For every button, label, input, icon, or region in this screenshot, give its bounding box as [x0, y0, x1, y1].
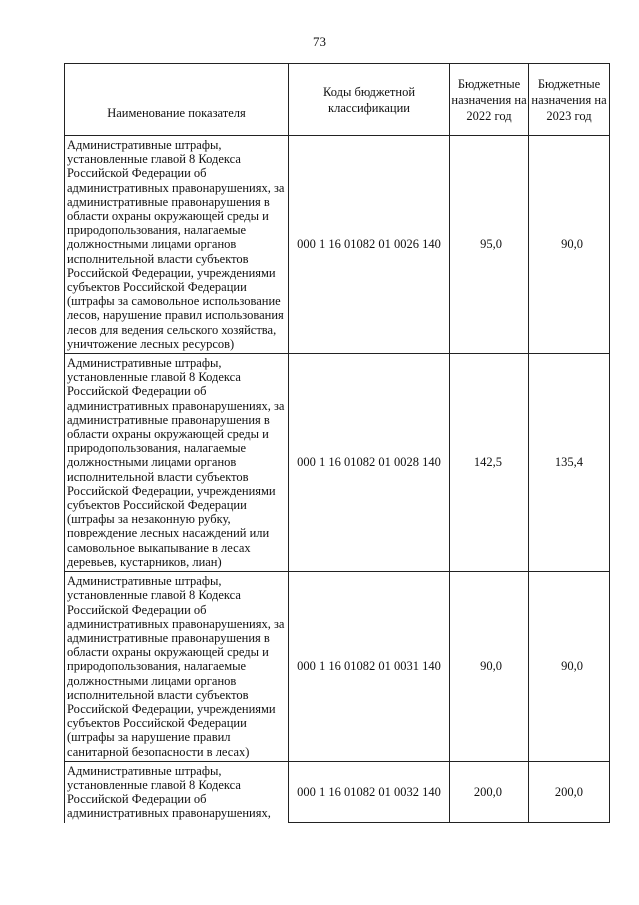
budget-code-cell: 000 1 16 01082 01 0032 140: [289, 761, 450, 822]
budget-2022-cell: 95,0: [450, 136, 529, 354]
table-row: [65, 136, 610, 354]
indicator-name-cell: Административные штрафы, установленные главой 8 Кодекса Российской Федерации об административных правонарушениях, за административные правонарушения в области охраны окружающей среды и природопользования, налагаемые должностными лицами органов исполнительной власти субъектов Российской Федерации, учреждениями субъектов Российской Федерации (штрафы за самовольное использование лесов, нарушение правил использования лесов для ведения сельского хозяйства, уничтожение лесных ресурсов): [65, 136, 289, 354]
indicator-name-cell: Административные штрафы, установленные главой 8 Кодекса Российской Федерации об административных правонарушениях,: [65, 761, 289, 822]
budget-2022-cell: 200,0: [450, 761, 529, 822]
header-budget-2023: Бюджетные назначения на 2023 год: [529, 64, 610, 136]
header-budget-codes: Коды бюджетной классификации: [289, 64, 450, 136]
budget-table: [64, 63, 610, 823]
budget-2023-cell: 90,0: [529, 572, 610, 762]
budget-code-cell: 000 1 16 01082 01 0031 140: [289, 572, 450, 762]
indicator-name-cell: Административные штрафы, установленные главой 8 Кодекса Российской Федерации об административных правонарушениях, за административные правонарушения в области охраны окружающей среды и природопользования, налагаемые должностными лицами органов исполнительной власти субъектов Российской Федерации, учреждениями субъектов Российской Федерации (штрафы за нарушение правил санитарной безопасности в лесах): [65, 572, 289, 762]
header-indicator-name: Наименование показателя: [65, 64, 289, 136]
budget-2023-cell: 135,4: [529, 354, 610, 572]
table-row: [65, 761, 610, 822]
budget-2022-cell: 90,0: [450, 572, 529, 762]
budget-2023-cell: 200,0: [529, 761, 610, 822]
table-row: [65, 572, 610, 762]
budget-code-cell: 000 1 16 01082 01 0028 140: [289, 354, 450, 572]
table-header-row: [65, 64, 610, 136]
budget-2023-cell: 90,0: [529, 136, 610, 354]
header-budget-2022: Бюджетные назначения на 2022 год: [450, 64, 529, 136]
budget-2022-cell: 142,5: [450, 354, 529, 572]
table-row: [65, 354, 610, 572]
page-number: 73: [313, 34, 326, 49]
indicator-name-cell: Административные штрафы, установленные главой 8 Кодекса Российской Федерации об административных правонарушениях, за административные правонарушения в области охраны окружающей среды и природопользования, налагаемые должностными лицами органов исполнительной власти субъектов Российской Федерации, учреждениями субъектов Российской Федерации (штрафы за незаконную рубку, повреждение лесных насаждений или самовольное выкапывание в лесах деревьев, кустарников, лиан): [65, 354, 289, 572]
budget-code-cell: 000 1 16 01082 01 0026 140: [289, 136, 450, 354]
